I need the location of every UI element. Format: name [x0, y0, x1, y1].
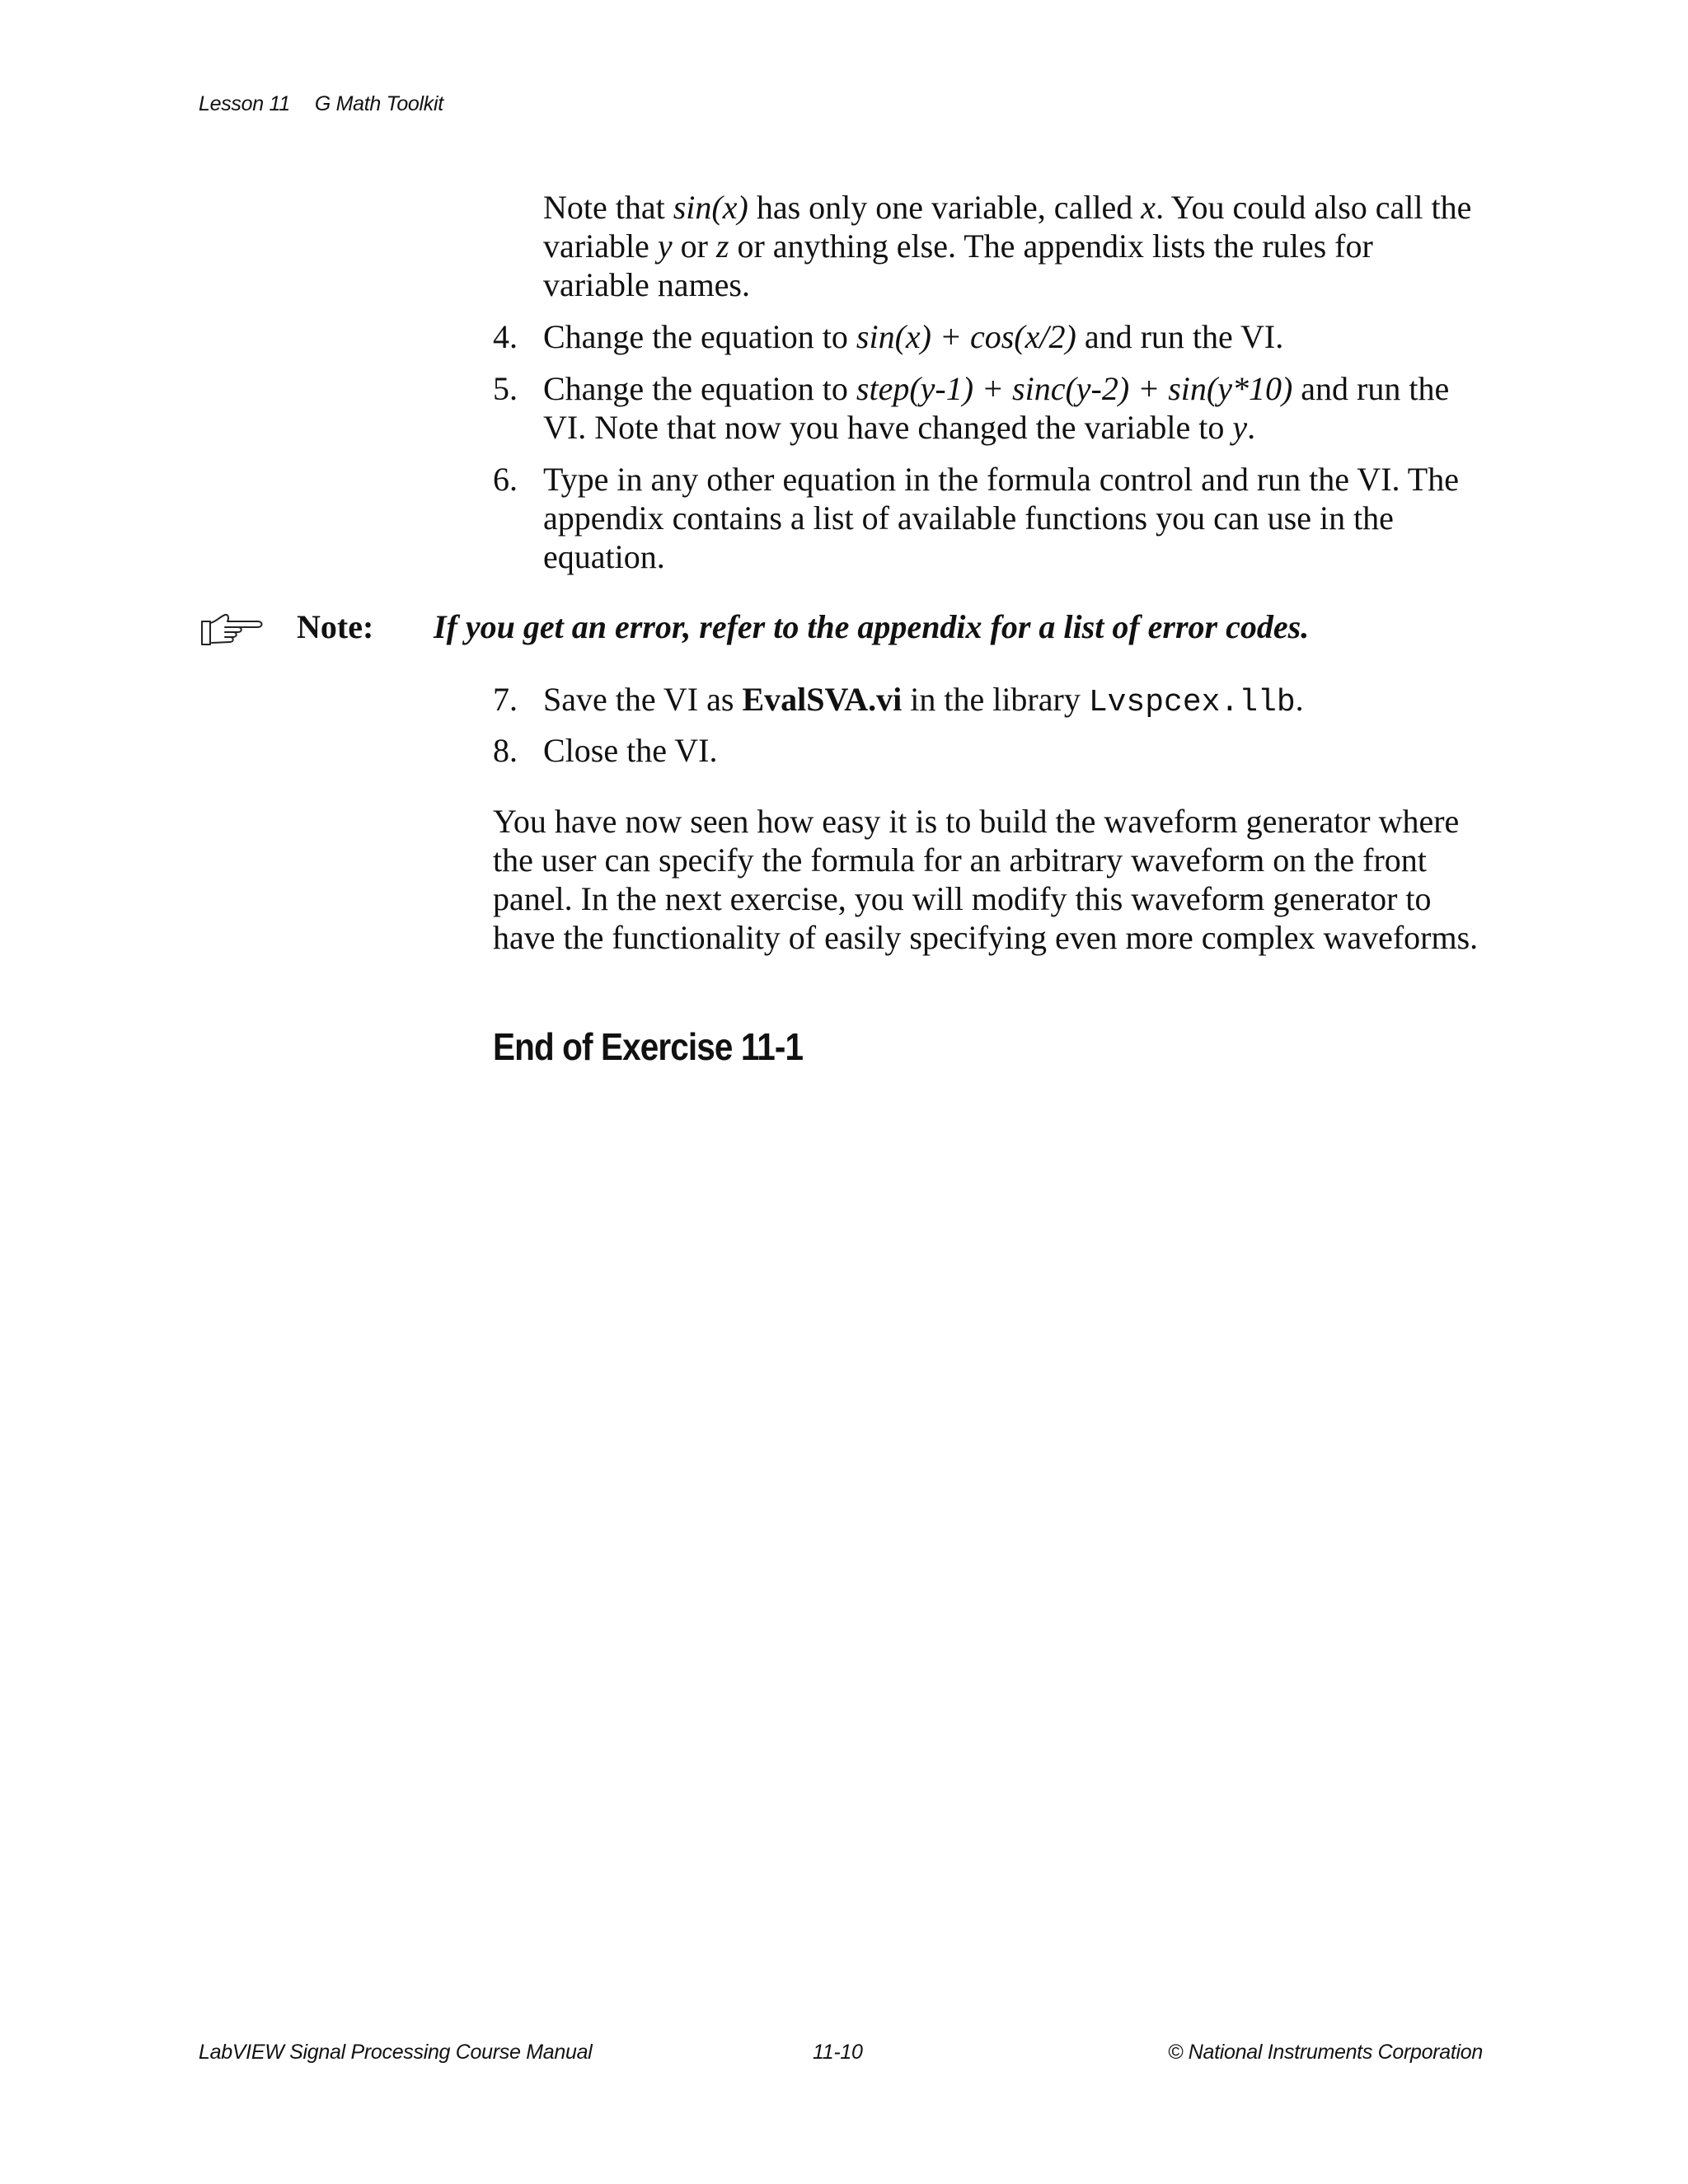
step-text	[543, 317, 1483, 356]
step-text-part: Save the VI as	[543, 681, 743, 718]
step-text-part: and run the VI. Note that now you have changed the variable to	[543, 370, 1450, 446]
step-number: 4.	[493, 318, 518, 355]
equation: sin(x) + cos(x/2)	[856, 318, 1076, 355]
step-text-part: in the library	[902, 681, 1089, 718]
step-number: 8.	[493, 732, 518, 769]
vi-filename: EvalSVA.vi	[742, 681, 903, 718]
closing-paragraph: You have now seen how easy it is to build the waveform generator where the user can specify the formula for an arbitrary waveform on the front panel. In the next exercise, you will modify this waveform generator to have the functionality of easily specifying even more complex waveforms.	[493, 803, 1479, 956]
intro-text: or anything else. The appendix lists the rules for variable names.	[543, 227, 1373, 303]
note-text: If you get an error, refer to the appendix for a list of error codes.	[434, 608, 1310, 645]
step-text: Close the VI.	[543, 732, 718, 769]
pointing-hand-icon	[200, 612, 265, 649]
step-number: 7.	[493, 681, 518, 718]
step-text	[543, 680, 1483, 722]
step-number: 6.	[493, 461, 518, 498]
intro-text: or	[672, 227, 716, 265]
footer-copyright: © National Instruments Corporation	[1167, 2041, 1483, 2064]
header-lesson: Lesson 11	[199, 92, 290, 115]
intro-text: . You could also call the variable	[543, 189, 1472, 265]
intro-variable: z	[715, 227, 729, 265]
step-text-part: and run the VI.	[1076, 318, 1284, 355]
footer-page-number: 11-10	[813, 2041, 863, 2064]
intro-variable: x	[1141, 189, 1156, 226]
step-number: 5.	[493, 370, 518, 407]
step-text-part: .	[1247, 409, 1256, 446]
step-text-part: .	[1295, 681, 1304, 718]
library-filename: Lvspcex.llb	[1088, 685, 1296, 720]
intro-paragraph	[543, 188, 1483, 304]
note-label: Note:	[297, 608, 374, 645]
intro-function: sin(x)	[673, 189, 748, 226]
section-heading: End of Exercise 11-1	[493, 1025, 804, 1068]
step-text: Type in any other equation in the formula control and run the VI. The appendix contains a list of available functions you can use in the equation.	[543, 461, 1459, 575]
equation: step(y-1) + sinc(y-2) + sin(y*10)	[856, 370, 1293, 407]
variable: y	[1232, 409, 1248, 446]
footer-manual-title: LabVIEW Signal Processing Course Manual	[199, 2041, 593, 2064]
running-header	[199, 92, 443, 116]
intro-text: has only one variable, called	[748, 189, 1142, 226]
header-title: G Math Toolkit	[314, 92, 443, 115]
step-text-part: Change the equation to	[543, 370, 856, 407]
step-text-part: Change the equation to	[543, 318, 856, 355]
intro-text: Note that	[543, 189, 673, 226]
intro-variable: y	[657, 227, 673, 265]
step-text	[543, 369, 1483, 447]
